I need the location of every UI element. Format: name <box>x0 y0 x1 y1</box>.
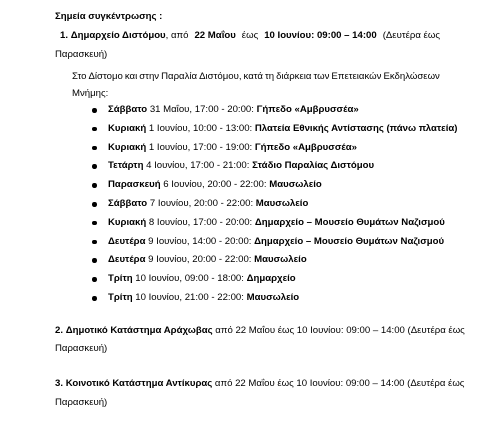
event-place: Πλατεία Εθνικής Αντίστασης (πάνω πλατεία) <box>254 122 458 134</box>
event-item <box>108 273 296 284</box>
section-1-end-date: 10 Ιουνίου <box>264 30 312 41</box>
event-day: Κυριακή <box>108 122 147 134</box>
section-1-number-and-place <box>60 30 188 41</box>
bullet-icon <box>92 202 97 207</box>
event-item <box>108 254 307 265</box>
section-1-time: : 09:00 – 14:00 <box>311 30 377 41</box>
event-place: Δημαρχείο – Μουσείο Θυμάτων Ναζισμού <box>254 235 445 247</box>
event-item <box>108 179 322 190</box>
event-item <box>108 198 308 209</box>
event-date-time: 7 Ιουνίου, 20:00 - 22:00: <box>149 198 256 209</box>
event-date-time: 1 Ιουνίου, 10:00 - 13:00: <box>148 122 255 134</box>
intro-word: κατά <box>243 71 263 82</box>
bullet-icon <box>92 183 97 188</box>
event-item <box>108 292 299 303</box>
event-item <box>108 236 444 247</box>
section-1-days-close: Παρασκευή) <box>55 49 108 60</box>
event-day: Κυριακή <box>108 216 147 228</box>
bullet-icon <box>92 240 97 245</box>
event-date-time: 10 Ιουνίου, 21:00 - 22:00: <box>135 292 247 303</box>
intro-word: στην <box>139 71 160 82</box>
event-date-time: 6 Ιουνίου, 20:00 - 22:00: <box>163 179 270 191</box>
section-1-from: , από <box>165 30 189 41</box>
section-1-place: Δημαρχείο Διστόμου <box>70 30 166 41</box>
heading <box>55 11 162 22</box>
event-date-time: 9 Ιουνίου, 20:00 - 22:00: <box>148 254 255 266</box>
event-date-time: 10 Ιουνίου, 09:00 - 18:00: <box>135 273 247 285</box>
section-1-line-2 <box>55 49 107 60</box>
bullet-icon <box>92 258 97 263</box>
event-place: Δημαρχείο <box>246 273 296 285</box>
event-day: Σάββατο <box>108 198 148 209</box>
section-1-to: έως <box>241 30 259 41</box>
intro-word: Εκδηλώσεων <box>383 71 440 82</box>
event-place: Μαυσωλείο <box>255 198 309 209</box>
intro-word: Δίστομο <box>88 71 123 82</box>
event-item <box>108 160 374 171</box>
intro-word: Διστόμου, <box>199 71 242 82</box>
heading-text: Σημεία συγκέντρωσης : <box>55 11 163 22</box>
event-date-time: 4 Ιουνίου, 17:00 - 21:00: <box>146 160 253 172</box>
section-3-close: Παρασκευή) <box>55 397 108 408</box>
section-2-close: Παρασκευή) <box>55 343 108 354</box>
intro-line-2-text: Μνήμης: <box>72 88 109 99</box>
section-2-number: 2. <box>55 325 64 336</box>
event-place: Γήπεδο «Αμβρυσσέα» <box>254 141 357 153</box>
section-3-rest: από 22 Μαΐου έως 10 Ιουνίου: 09:00 – 14:00 (Δευτέρα έως <box>212 378 465 389</box>
section-1-number: 1. <box>60 30 69 41</box>
intro-word: διάρκεια <box>276 71 312 82</box>
intro-word: Επετειακών <box>331 71 382 82</box>
event-place: Μαυσωλείο <box>269 179 322 191</box>
section-2-line-2 <box>55 343 107 354</box>
event-day: Δευτέρα <box>108 235 146 247</box>
bullet-icon <box>92 146 97 151</box>
intro-word: Στο <box>72 71 87 82</box>
intro-word: και <box>124 71 138 82</box>
section-1-start-date: 22 Μαΐου <box>194 30 236 41</box>
section-2-line-1 <box>55 325 465 336</box>
section-2-rest: από 22 Μαΐου έως 10 Ιουνίου: 09:00 – 14:00 (Δευτέρα έως <box>212 325 465 336</box>
event-day: Δευτέρα <box>108 254 146 266</box>
section-3-line-1 <box>55 378 464 389</box>
event-date-time: 8 Ιουνίου, 17:00 - 20:00: <box>148 216 255 228</box>
section-1-end-and-time <box>264 30 377 41</box>
event-place: Μαυσωλείο <box>246 292 300 303</box>
event-day: Τρίτη <box>108 273 133 285</box>
event-day: Τετάρτη <box>108 160 144 172</box>
event-day: Κυριακή <box>108 141 147 153</box>
event-place: Στάδιο Παραλίας Διστόμου <box>252 160 375 172</box>
event-date-time: 1 Ιουνίου, 17:00 - 19:00: <box>148 141 255 153</box>
intro-word: τη <box>265 71 275 82</box>
event-item <box>108 104 359 115</box>
intro-line-2 <box>72 88 108 99</box>
intro-word: Παραλία <box>161 71 198 82</box>
bullet-icon <box>92 164 97 169</box>
section-3-line-2 <box>55 397 107 408</box>
bullet-icon <box>92 296 97 301</box>
event-date-time: 31 Μαΐου, 17:00 - 20:00: <box>149 104 257 115</box>
event-day: Σάββατο <box>108 104 148 115</box>
event-item <box>108 217 445 228</box>
event-item <box>108 142 357 153</box>
section-2-place: Δημοτικό Κατάστημα Αράχωβας <box>65 325 213 336</box>
section-3-number: 3. <box>55 378 64 389</box>
event-day: Τρίτη <box>108 292 133 303</box>
event-item <box>108 123 457 134</box>
bullet-icon <box>92 108 97 113</box>
event-day: Παρασκευή <box>108 179 161 191</box>
section-1-line-1 <box>60 30 440 41</box>
event-place: Γήπεδο «Αμβρυσσέα» <box>256 104 359 115</box>
bullet-icon <box>92 127 97 132</box>
section-3-place: Κοινοτικό Κατάστημα Αντίκυρας <box>65 378 213 389</box>
event-place: Δημαρχείο – Μουσείο Θυμάτων Ναζισμού <box>254 216 445 228</box>
bullet-icon <box>92 277 97 282</box>
section-1-days-open: (Δευτέρα έως <box>382 30 440 41</box>
bullet-icon <box>92 221 97 226</box>
event-place: Μαυσωλείο <box>254 254 307 266</box>
intro-line-1 <box>72 71 440 82</box>
intro-word: των <box>313 71 330 82</box>
event-date-time: 9 Ιουνίου, 14:00 - 20:00: <box>148 235 255 247</box>
